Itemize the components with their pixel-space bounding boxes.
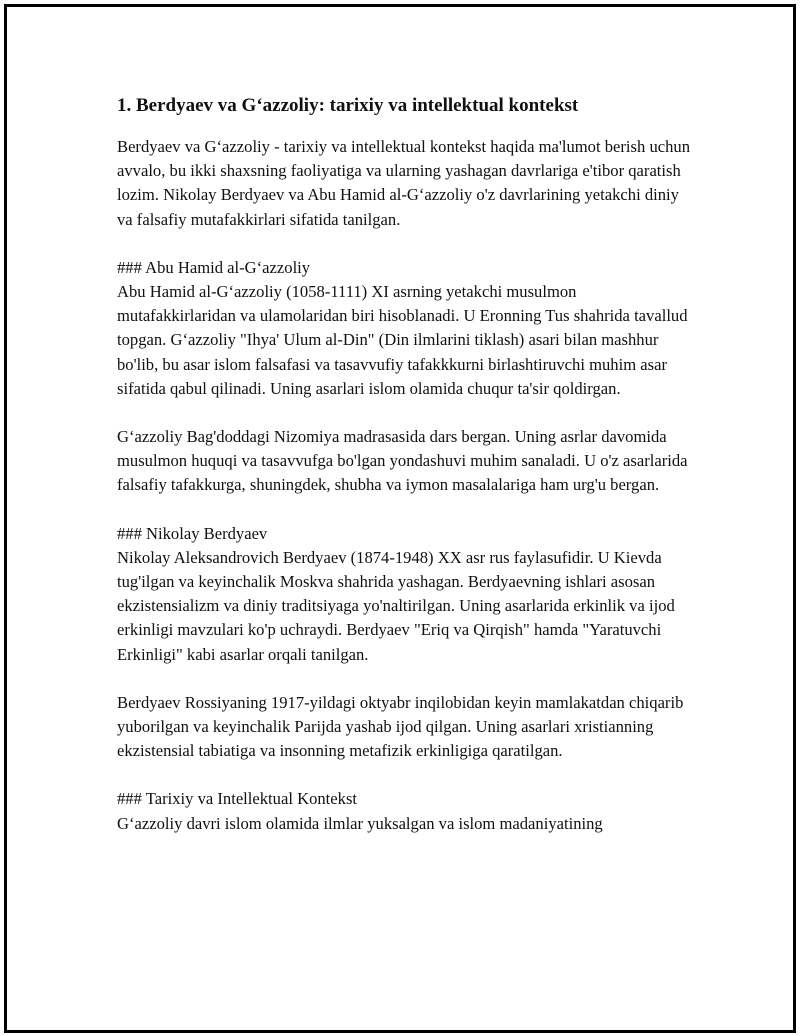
- section-heading-ghazali: ### Abu Hamid al-G‘azzoliy: [117, 257, 311, 277]
- berdyaev-paragraph-1: Nikolay Aleksandrovich Berdyaev (1874-1948) XX asr rus faylasufidir. U Kievda tug'ilgan va keyinchalik Moskva shahrida yashagan. Berdyaevning ishlari asosan ekzistensializm va diniy traditsiyaga yo'naltirilgan. Uning asarlarida erkinlik va ijod erkinligi mavzulari ko'p uchraydi. Berdyaev "Eriq va Qirqish" hamda "Yaratuvchi Erkinligi" kabi asarlar orqali tanilgan.: [117, 547, 675, 664]
- document-body: [117, 92, 692, 860]
- section-heading-berdyaev: ### Nikolay Berdyaev: [117, 523, 268, 543]
- ghazali-paragraph-1: Abu Hamid al-G‘azzoliy (1058-1111) XI asrning yetakchi musulmon mutafakkirlaridan va ulamolaridan biri hisoblanadi. U Eronning Tus shahrida tavallud topgan. G‘azzoliy "Ihya' Ulum al-Din" (Din ilmlarini tiklash) asari bilan mashhur bo'lib, bu asar islom falsafasi va tasavvufiy tafakkkurni birlashtiruvchi muhim asar sifatida qabul qilinadi. Uning asarlari islom olamida chuqur ta'sir qoldirgan.: [117, 282, 688, 398]
- document-title: 1. Berdyaev va G‘azzoliy: tarixiy va intellektual kontekst: [117, 95, 579, 116]
- intro-paragraph: Berdyaev va G‘azzoliy - tarixiy va intellektual kontekst haqida ma'lumot berish uchun avvalo, bu ikki shaxsning faoliyatiga va ularning yashagan davrlariga e'tibor qaratish lozim. Nikolay Berdyaev va Abu Hamid al-G‘azzoliy o'z davrlarining yetakchi diniy va falsafiy mutafakkirlari sifatida tanilgan.: [117, 137, 690, 229]
- context-paragraph-1: G‘azzoliy davri islom olamida ilmlar yuksalgan va islom madaniyatining: [117, 813, 603, 833]
- section-context-heading-block: [117, 787, 692, 835]
- ghazali-paragraph-2: G‘azzoliy Bag'doddagi Nizomiya madrasasida dars bergan. Uning asrlar davomida musulmon huquqi va tasavvufga bo'lgan yondashuvi muhim sanaladi. U o'z asarlarida falsafiy tafakkurga, shuningdek, shubha va iymon masalalariga ham urg'u bergan.: [117, 427, 688, 495]
- section-ghazali-heading-block: [117, 256, 692, 401]
- berdyaev-paragraph-2: Berdyaev Rossiyaning 1917-yildagi oktyabr inqilobidan keyin mamlakatdan chiqarib yuborilgan va keyinchalik Parijda yashab ijod qilgan. Uning asarlari xristianning ekzistensial tabiatiga va insonning metafizik erkinligiga qaratilgan.: [117, 692, 684, 761]
- section-heading-context: ### Tarixiy va Intellektual Kontekst: [117, 789, 358, 809]
- section-berdyaev-heading-block: [117, 522, 692, 667]
